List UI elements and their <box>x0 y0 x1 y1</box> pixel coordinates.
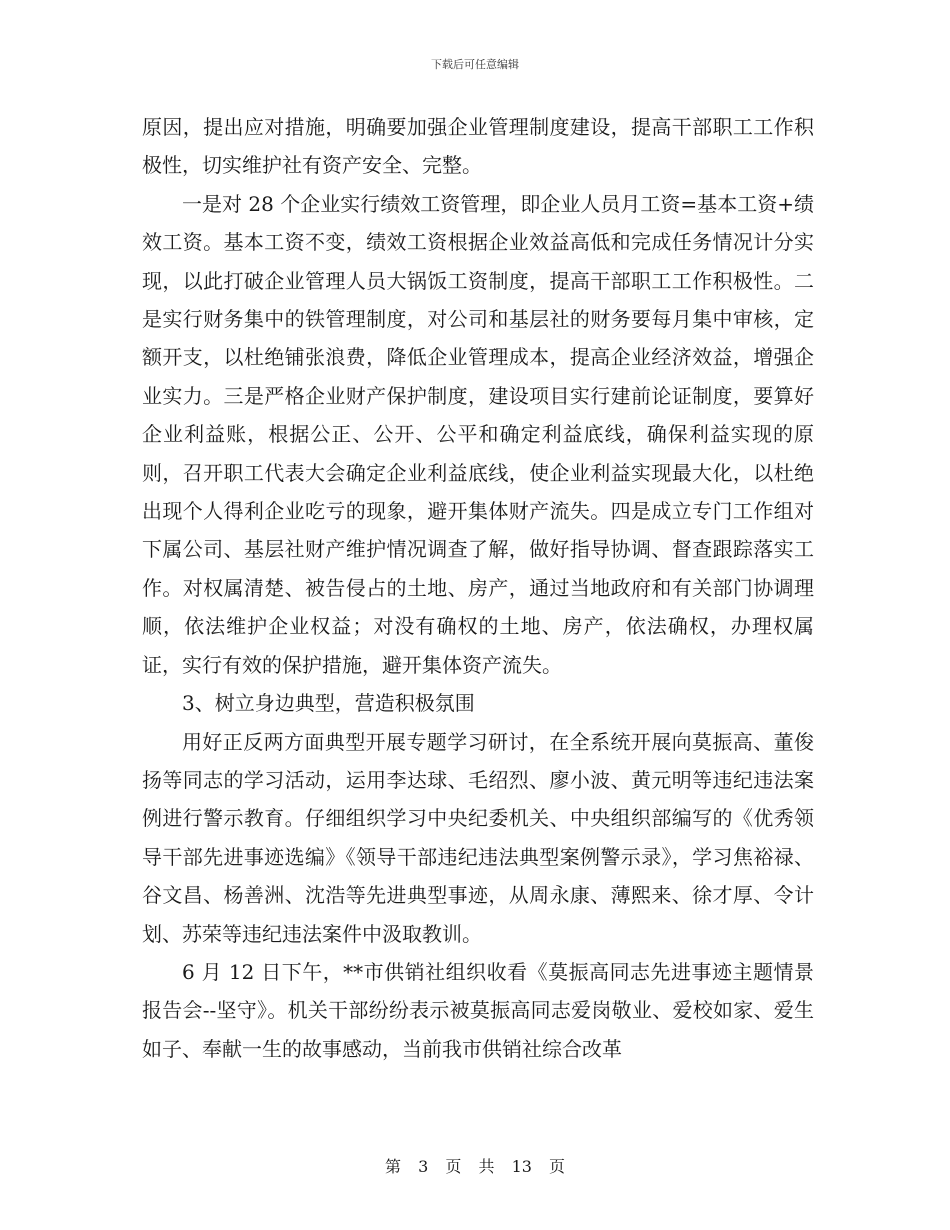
page-number-footer <box>0 1154 950 1177</box>
footer-total-pages: 13 <box>511 1157 532 1176</box>
paragraph-measures: 一是对 28 个企业实行绩效工资管理，即企业人员月工资=基本工资+绩效工资。基本工资不变，绩效工资根据企业效益高低和完成任务情况计分实现，以此打破企业管理人员大锅饭工资制度，提高干部职工工作积极性。二是实行财务集中的铁管理制度，对公司和基层社的财务要每月集中审核，定额开支，以杜绝铺张浪费，降低企业管理成本，提高企业经济效益，增强企业实力。三是严格企业财产保护制度，建设项目实行建前论证制度，要算好企业利益账，根据公正、公开、公平和确定利益底线，确保利益实现的原则，召开职工代表大会确定企业利益底线，使企业利益实现最大化，以杜绝出现个人得利企业吃亏的现象，避开集体财产流失。四是成立专门工作组对下属公司、基层社财产维护情况调查了解，做好指导协调、督查跟踪落实工作。对权属清楚、被告侵占的土地、房产，通过当地政府和有关部门协调理顺，依法维护企业权益；对没有确权的土地、房产，依法确权，办理权属证，实行有效的保护措施，避开集体资产流失。 <box>142 191 814 677</box>
paragraph-june-report: 6 月 12 日下午，**市供销社组织收看《莫振高同志先进事迹主题情景报告会--坚守》。机关干部纷纷表示被莫振高同志爱岗敬业、爱校如家、爱生如子、奉献一生的故事感动，当前我市供销社综合改革 <box>142 959 814 1061</box>
footer-prefix: 第 <box>384 1157 401 1176</box>
page-header-note: 下载后可任意编辑 <box>431 58 519 71</box>
footer-page-word: 页 <box>445 1157 462 1176</box>
footer-suffix: 页 <box>549 1157 566 1176</box>
footer-current-page: 3 <box>418 1157 429 1176</box>
section-heading: 3、树立身边典型，营造积极氛围 <box>182 691 475 716</box>
footer-total-prefix: 共 <box>478 1157 495 1176</box>
document-body <box>142 108 814 1068</box>
paragraph-typical-examples: 用好正反两方面典型开展专题学习研讨，在全系统开展向莫振高、董俊扬等同志的学习活动，运用李达球、毛绍烈、廖小波、黄元明等违纪违法案例进行警示教育。仔细组织学习中央纪委机关、中央组织部编写的《优秀领导干部先进事迹选编》《领导干部违纪违法典型案例警示录》，学习焦裕禄、谷文昌、杨善洲、沈浩等先进典型事迹，从周永康、薄熙来、徐才厚、令计划、苏荣等违纪违法案件中汲取教训。 <box>142 729 814 946</box>
paragraph-continuation: 原因，提出应对措施，明确要加强企业管理制度建设，提高干部职工工作积极性，切实维护社有资产安全、完整。 <box>142 115 814 178</box>
